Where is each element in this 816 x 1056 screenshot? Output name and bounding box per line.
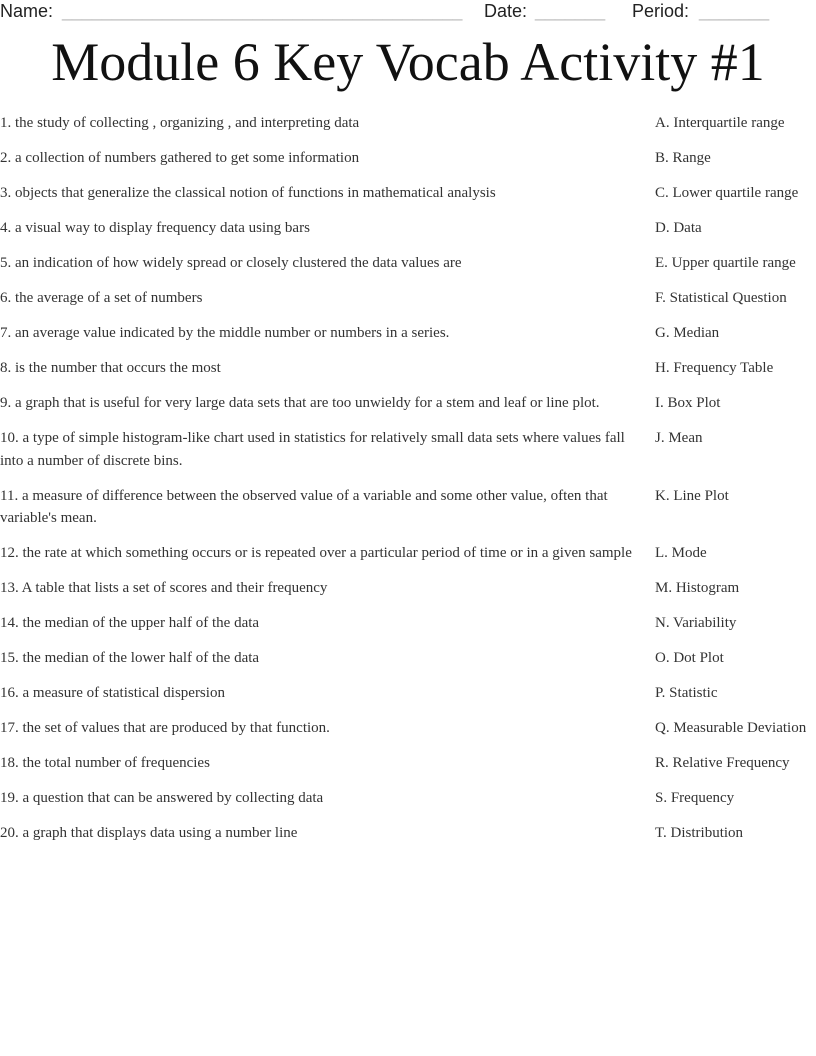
period-blank-line: _______	[699, 1, 770, 21]
definition-text: 16. a measure of statistical dispersion	[0, 685, 225, 701]
vocab-row	[0, 112, 816, 135]
term-text: A. Interquartile range	[655, 115, 785, 131]
vocab-row	[0, 147, 816, 170]
vocab-row	[0, 217, 816, 240]
term-text: F. Statistical Question	[655, 290, 787, 306]
date-label: Date:	[484, 1, 528, 21]
term-text: J. Mean	[655, 430, 703, 446]
term-text: B. Range	[655, 150, 711, 166]
term-text: N. Variability	[655, 615, 737, 631]
vocab-row	[0, 542, 816, 565]
term-text: D. Data	[655, 220, 702, 236]
date-blank-line: _______	[535, 1, 606, 21]
term-text: R. Relative Frequency	[655, 755, 790, 771]
definition-text: 1. the study of collecting , organizing , and interpreting data	[0, 115, 360, 131]
page-title: Module 6 Key Vocab Activity #1	[51, 32, 765, 92]
definition-text: 20. a graph that displays data using a number line	[0, 825, 298, 841]
term-text: E. Upper quartile range	[655, 255, 796, 271]
definition-text: 15. the median of the lower half of the data	[0, 650, 260, 666]
vocab-row	[0, 612, 816, 635]
definition-text: 5. an indication of how widely spread or closely clustered the data values are	[0, 255, 462, 271]
definition-text: 14. the median of the upper half of the data	[0, 615, 260, 631]
vocab-row	[0, 822, 816, 845]
vocab-row	[0, 287, 816, 310]
vocab-row	[0, 752, 816, 775]
term-text: T. Distribution	[655, 825, 744, 841]
definition-text: 11. a measure of difference between the observed value of a variable and some other value, often that variable's mean.	[0, 487, 608, 526]
term-text: P. Statistic	[655, 685, 718, 701]
definition-text: 7. an average value indicated by the middle number or numbers in a series.	[0, 325, 450, 341]
vocab-row	[0, 682, 816, 705]
definition-text: 8. is the number that occurs the most	[0, 360, 221, 376]
vocab-row	[0, 392, 816, 415]
vocab-row	[0, 485, 816, 530]
vocab-row	[0, 322, 816, 345]
period-label: Period:	[632, 1, 690, 21]
vocab-row	[0, 717, 816, 740]
vocab-row	[0, 577, 816, 600]
term-text: K. Line Plot	[655, 487, 729, 504]
term-text: H. Frequency Table	[655, 360, 774, 376]
definition-text: 18. the total number of frequencies	[0, 755, 210, 771]
definition-text: 3. objects that generalize the classical notion of functions in mathematical analysis	[0, 185, 496, 201]
definition-text: 12. the rate at which something occurs or is repeated over a particular period of time or in a given sample	[0, 545, 632, 561]
vocab-row	[0, 787, 816, 810]
vocab-match-list	[0, 112, 816, 857]
vocab-row	[0, 647, 816, 670]
name-blank-line: ________________________________________	[62, 1, 463, 21]
vocab-row	[0, 357, 816, 380]
vocab-row	[0, 252, 816, 275]
term-text: L. Mode	[655, 545, 707, 561]
definition-text: 9. a graph that is useful for very large data sets that are too unwieldy for a stem and leaf or line plot.	[0, 395, 600, 411]
term-text: S. Frequency	[655, 790, 735, 806]
term-text: O. Dot Plot	[655, 650, 724, 666]
definition-text: 2. a collection of numbers gathered to get some information	[0, 150, 360, 166]
term-text: I. Box Plot	[655, 395, 721, 411]
vocab-row	[0, 182, 816, 205]
term-text: G. Median	[655, 325, 720, 341]
term-text: C. Lower quartile range	[655, 185, 799, 201]
term-text: M. Histogram	[655, 580, 740, 596]
definition-text: 6. the average of a set of numbers	[0, 290, 203, 306]
term-text: Q. Measurable Deviation	[655, 720, 807, 736]
definition-text: 19. a question that can be answered by collecting data	[0, 790, 324, 806]
student-info-header	[0, 0, 816, 24]
definition-text: 17. the set of values that are produced by that function.	[0, 720, 330, 736]
definition-text: 10. a type of simple histogram-like chart used in statistics for relatively small data sets where values fall into a number of discrete bins.	[0, 430, 625, 469]
definition-text: 4. a visual way to display frequency data using bars	[0, 220, 310, 236]
definition-text: 13. A table that lists a set of scores and their frequency	[0, 580, 328, 596]
name-label: Name:	[0, 1, 54, 21]
vocab-row	[0, 427, 816, 472]
